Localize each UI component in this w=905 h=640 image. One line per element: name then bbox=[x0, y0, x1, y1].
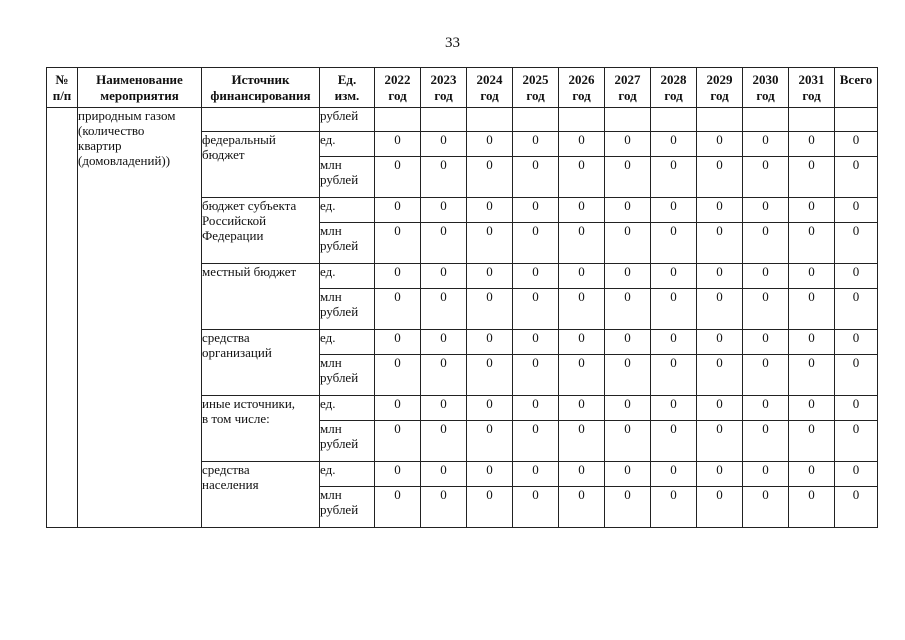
value-cell: 0 bbox=[789, 330, 835, 355]
activity-name-line: (домовладений)) bbox=[78, 153, 171, 168]
value-cell: 0 bbox=[605, 355, 651, 396]
value-cell: 0 bbox=[559, 223, 605, 264]
value-cell: 0 bbox=[835, 198, 878, 223]
value-cell: 0 bbox=[375, 223, 421, 264]
source-cell bbox=[202, 396, 320, 462]
year-label: 2029 bbox=[706, 72, 733, 87]
value-cell: 0 bbox=[513, 487, 559, 528]
source-label-line: бюджет bbox=[202, 147, 245, 162]
value-cell: 0 bbox=[375, 462, 421, 487]
header-unit bbox=[320, 68, 375, 108]
year-label: 2023 bbox=[430, 72, 457, 87]
unit-line: рублей bbox=[320, 502, 359, 517]
unit-line: рублей bbox=[320, 238, 359, 253]
header-year bbox=[559, 68, 605, 108]
source-label-line: в том числе: bbox=[202, 411, 270, 426]
value-cell: 0 bbox=[697, 355, 743, 396]
value-cell: 0 bbox=[743, 289, 789, 330]
source-cell bbox=[202, 132, 320, 198]
value-cell: 0 bbox=[421, 487, 467, 528]
source-label-line: местный бюджет bbox=[202, 264, 297, 279]
year-suffix: год bbox=[388, 88, 407, 103]
value-cell: 0 bbox=[789, 132, 835, 157]
value-cell: 0 bbox=[421, 421, 467, 462]
unit-line: млн bbox=[320, 487, 342, 502]
value-cell: 0 bbox=[467, 396, 513, 421]
value-cell: 0 bbox=[513, 289, 559, 330]
unit-cell bbox=[320, 421, 375, 462]
value-cell: 0 bbox=[513, 462, 559, 487]
value-cell: 0 bbox=[835, 223, 878, 264]
value-cell: 0 bbox=[697, 330, 743, 355]
unit-line: рублей bbox=[320, 370, 359, 385]
value-cell: 0 bbox=[743, 462, 789, 487]
value-cell: 0 bbox=[651, 421, 697, 462]
value-cell: 0 bbox=[651, 396, 697, 421]
year-label: 2030 bbox=[752, 72, 779, 87]
year-label: 2026 bbox=[568, 72, 595, 87]
value-cell: 0 bbox=[467, 157, 513, 198]
value-cell: 0 bbox=[651, 223, 697, 264]
year-suffix: год bbox=[526, 88, 545, 103]
value-cell bbox=[835, 108, 878, 132]
value-cell: 0 bbox=[375, 421, 421, 462]
year-label: 2024 bbox=[476, 72, 503, 87]
value-cell: 0 bbox=[835, 157, 878, 198]
unit-line: млн bbox=[320, 421, 342, 436]
value-cell: 0 bbox=[789, 396, 835, 421]
value-cell: 0 bbox=[513, 132, 559, 157]
value-cell: 0 bbox=[605, 264, 651, 289]
year-suffix: год bbox=[664, 88, 683, 103]
value-cell: 0 bbox=[605, 157, 651, 198]
value-cell: 0 bbox=[605, 462, 651, 487]
value-cell: 0 bbox=[375, 198, 421, 223]
header-year bbox=[743, 68, 789, 108]
value-cell: 0 bbox=[467, 355, 513, 396]
source-label-line: бюджет субъекта bbox=[202, 198, 297, 213]
value-cell: 0 bbox=[421, 223, 467, 264]
num-cell bbox=[47, 108, 78, 528]
value-cell bbox=[559, 108, 605, 132]
value-cell: 0 bbox=[467, 487, 513, 528]
unit-cell: ед. bbox=[320, 396, 375, 421]
value-cell: 0 bbox=[651, 157, 697, 198]
value-cell: 0 bbox=[375, 355, 421, 396]
header-total: Всего bbox=[835, 68, 878, 108]
unit-cell: ед. bbox=[320, 132, 375, 157]
year-suffix: год bbox=[434, 88, 453, 103]
value-cell: 0 bbox=[835, 132, 878, 157]
value-cell: 0 bbox=[375, 289, 421, 330]
value-cell: 0 bbox=[559, 355, 605, 396]
value-cell: 0 bbox=[789, 421, 835, 462]
unit-line: рублей bbox=[320, 304, 359, 319]
value-cell: 0 bbox=[467, 462, 513, 487]
value-cell: 0 bbox=[697, 198, 743, 223]
year-suffix: год bbox=[618, 88, 637, 103]
value-cell: 0 bbox=[467, 223, 513, 264]
value-cell: 0 bbox=[559, 462, 605, 487]
value-cell bbox=[375, 108, 421, 132]
value-cell: 0 bbox=[513, 157, 559, 198]
value-cell: 0 bbox=[743, 223, 789, 264]
header-unit-line: Ед. bbox=[337, 72, 357, 87]
value-cell bbox=[697, 108, 743, 132]
value-cell bbox=[513, 108, 559, 132]
unit-cell bbox=[320, 487, 375, 528]
value-cell bbox=[605, 108, 651, 132]
value-cell: 0 bbox=[559, 157, 605, 198]
value-cell: 0 bbox=[605, 198, 651, 223]
header-year bbox=[697, 68, 743, 108]
value-cell: 0 bbox=[559, 132, 605, 157]
value-cell: 0 bbox=[651, 462, 697, 487]
value-cell: 0 bbox=[835, 330, 878, 355]
value-cell: 0 bbox=[467, 198, 513, 223]
value-cell: 0 bbox=[743, 157, 789, 198]
value-cell: 0 bbox=[421, 396, 467, 421]
header-year bbox=[651, 68, 697, 108]
header-year bbox=[467, 68, 513, 108]
value-cell: 0 bbox=[513, 355, 559, 396]
header-year bbox=[513, 68, 559, 108]
value-cell: 0 bbox=[421, 132, 467, 157]
header-year bbox=[375, 68, 421, 108]
unit-cell bbox=[320, 355, 375, 396]
unit-line: млн bbox=[320, 289, 342, 304]
value-cell: 0 bbox=[467, 132, 513, 157]
value-cell: 0 bbox=[421, 355, 467, 396]
unit-cell: ед. bbox=[320, 264, 375, 289]
value-cell: 0 bbox=[421, 289, 467, 330]
value-cell: 0 bbox=[789, 289, 835, 330]
value-cell: 0 bbox=[559, 289, 605, 330]
financing-table bbox=[46, 67, 878, 528]
year-suffix: год bbox=[572, 88, 591, 103]
value-cell: 0 bbox=[559, 487, 605, 528]
value-cell: 0 bbox=[789, 355, 835, 396]
source-label-line: организаций bbox=[202, 345, 272, 360]
header-unit-line: изм. bbox=[334, 88, 360, 103]
value-cell: 0 bbox=[513, 198, 559, 223]
value-cell: 0 bbox=[513, 223, 559, 264]
value-cell: 0 bbox=[375, 132, 421, 157]
value-cell: 0 bbox=[375, 396, 421, 421]
table-row bbox=[47, 108, 878, 132]
value-cell: 0 bbox=[605, 487, 651, 528]
value-cell: 0 bbox=[789, 264, 835, 289]
value-cell: 0 bbox=[743, 198, 789, 223]
value-cell: 0 bbox=[375, 487, 421, 528]
value-cell: 0 bbox=[697, 462, 743, 487]
value-cell: 0 bbox=[513, 421, 559, 462]
value-cell bbox=[789, 108, 835, 132]
year-label: 2022 bbox=[384, 72, 411, 87]
value-cell: 0 bbox=[651, 330, 697, 355]
value-cell bbox=[743, 108, 789, 132]
value-cell bbox=[467, 108, 513, 132]
unit-line: млн bbox=[320, 223, 342, 238]
value-cell: 0 bbox=[467, 330, 513, 355]
value-cell: 0 bbox=[743, 132, 789, 157]
year-label: 2028 bbox=[660, 72, 687, 87]
value-cell: 0 bbox=[605, 396, 651, 421]
source-cell bbox=[202, 264, 320, 330]
year-suffix: год bbox=[710, 88, 729, 103]
value-cell: 0 bbox=[697, 264, 743, 289]
value-cell: 0 bbox=[789, 487, 835, 528]
value-cell: 0 bbox=[559, 264, 605, 289]
value-cell: 0 bbox=[789, 462, 835, 487]
source-label-line: Российской bbox=[202, 213, 267, 228]
value-cell: 0 bbox=[743, 264, 789, 289]
unit-cell bbox=[320, 157, 375, 198]
source-label-line: Федерации bbox=[202, 228, 264, 243]
source-label-line: населения bbox=[202, 477, 259, 492]
value-cell: 0 bbox=[421, 264, 467, 289]
value-cell: 0 bbox=[697, 487, 743, 528]
activity-name-line: природным газом bbox=[78, 108, 176, 123]
value-cell: 0 bbox=[559, 198, 605, 223]
value-cell: 0 bbox=[835, 355, 878, 396]
value-cell: 0 bbox=[697, 157, 743, 198]
value-cell: 0 bbox=[835, 487, 878, 528]
value-cell: 0 bbox=[513, 264, 559, 289]
unit-cell: ед. bbox=[320, 198, 375, 223]
value-cell: 0 bbox=[743, 421, 789, 462]
value-cell: 0 bbox=[651, 355, 697, 396]
header-year bbox=[421, 68, 467, 108]
source-label-line: федеральный bbox=[202, 132, 276, 147]
source-label-line: средства bbox=[202, 462, 250, 477]
value-cell: 0 bbox=[651, 264, 697, 289]
value-cell: 0 bbox=[421, 462, 467, 487]
value-cell: 0 bbox=[513, 330, 559, 355]
source-cell bbox=[202, 108, 320, 132]
value-cell: 0 bbox=[697, 223, 743, 264]
value-cell: 0 bbox=[789, 198, 835, 223]
unit-line: млн bbox=[320, 355, 342, 370]
value-cell: 0 bbox=[467, 289, 513, 330]
value-cell: 0 bbox=[835, 462, 878, 487]
source-cell bbox=[202, 330, 320, 396]
value-cell: 0 bbox=[697, 396, 743, 421]
year-suffix: год bbox=[756, 88, 775, 103]
activity-name-line: квартир bbox=[78, 138, 122, 153]
page-number: 33 bbox=[445, 35, 460, 51]
header-source-line: финансирования bbox=[210, 88, 311, 103]
unit-cell: ед. bbox=[320, 330, 375, 355]
value-cell: 0 bbox=[651, 289, 697, 330]
value-cell: 0 bbox=[789, 223, 835, 264]
value-cell: 0 bbox=[559, 330, 605, 355]
value-cell: 0 bbox=[743, 396, 789, 421]
value-cell: 0 bbox=[835, 264, 878, 289]
value-cell: 0 bbox=[375, 264, 421, 289]
unit-line: млн bbox=[320, 157, 342, 172]
year-label: 2031 bbox=[798, 72, 825, 87]
value-cell: 0 bbox=[375, 157, 421, 198]
value-cell: 0 bbox=[605, 223, 651, 264]
header-name bbox=[78, 68, 202, 108]
value-cell: 0 bbox=[743, 355, 789, 396]
header-source-line: Источник bbox=[231, 72, 290, 87]
value-cell: 0 bbox=[651, 132, 697, 157]
value-cell: 0 bbox=[789, 157, 835, 198]
source-label-line: средства bbox=[202, 330, 250, 345]
unit-cell: рублей bbox=[320, 108, 375, 132]
unit-cell: ед. bbox=[320, 462, 375, 487]
value-cell: 0 bbox=[743, 487, 789, 528]
year-label: 2027 bbox=[614, 72, 641, 87]
header-source bbox=[202, 68, 320, 108]
unit-line: рублей bbox=[320, 436, 359, 451]
header-name-line: мероприятия bbox=[100, 88, 179, 103]
table-body bbox=[47, 108, 878, 528]
value-cell: 0 bbox=[559, 421, 605, 462]
activity-name-cell bbox=[78, 108, 202, 528]
unit-line: рублей bbox=[320, 172, 359, 187]
value-cell: 0 bbox=[605, 132, 651, 157]
value-cell: 0 bbox=[835, 421, 878, 462]
value-cell: 0 bbox=[697, 132, 743, 157]
value-cell: 0 bbox=[467, 421, 513, 462]
value-cell: 0 bbox=[421, 157, 467, 198]
source-cell bbox=[202, 198, 320, 264]
value-cell: 0 bbox=[513, 396, 559, 421]
value-cell bbox=[651, 108, 697, 132]
header-name-line: Наименование bbox=[96, 72, 183, 87]
value-cell: 0 bbox=[375, 330, 421, 355]
value-cell: 0 bbox=[697, 289, 743, 330]
value-cell: 0 bbox=[697, 421, 743, 462]
value-cell: 0 bbox=[743, 330, 789, 355]
source-label-line: иные источники, bbox=[202, 396, 296, 411]
unit-cell bbox=[320, 223, 375, 264]
header-num bbox=[47, 68, 78, 108]
year-suffix: год bbox=[480, 88, 499, 103]
header-num-line: № bbox=[55, 72, 69, 87]
activity-name-line: (количество bbox=[78, 123, 145, 138]
value-cell: 0 bbox=[467, 264, 513, 289]
header-num-line: п/п bbox=[52, 88, 72, 103]
value-cell: 0 bbox=[651, 487, 697, 528]
value-cell: 0 bbox=[651, 198, 697, 223]
value-cell: 0 bbox=[835, 396, 878, 421]
header-year bbox=[789, 68, 835, 108]
unit-cell bbox=[320, 289, 375, 330]
value-cell: 0 bbox=[605, 289, 651, 330]
value-cell bbox=[421, 108, 467, 132]
value-cell: 0 bbox=[421, 198, 467, 223]
header-year bbox=[605, 68, 651, 108]
value-cell: 0 bbox=[421, 330, 467, 355]
header-row bbox=[47, 68, 878, 108]
value-cell: 0 bbox=[559, 396, 605, 421]
year-label: 2025 bbox=[522, 72, 549, 87]
value-cell: 0 bbox=[835, 289, 878, 330]
year-suffix: год bbox=[802, 88, 821, 103]
value-cell: 0 bbox=[605, 421, 651, 462]
value-cell: 0 bbox=[605, 330, 651, 355]
source-cell bbox=[202, 462, 320, 528]
